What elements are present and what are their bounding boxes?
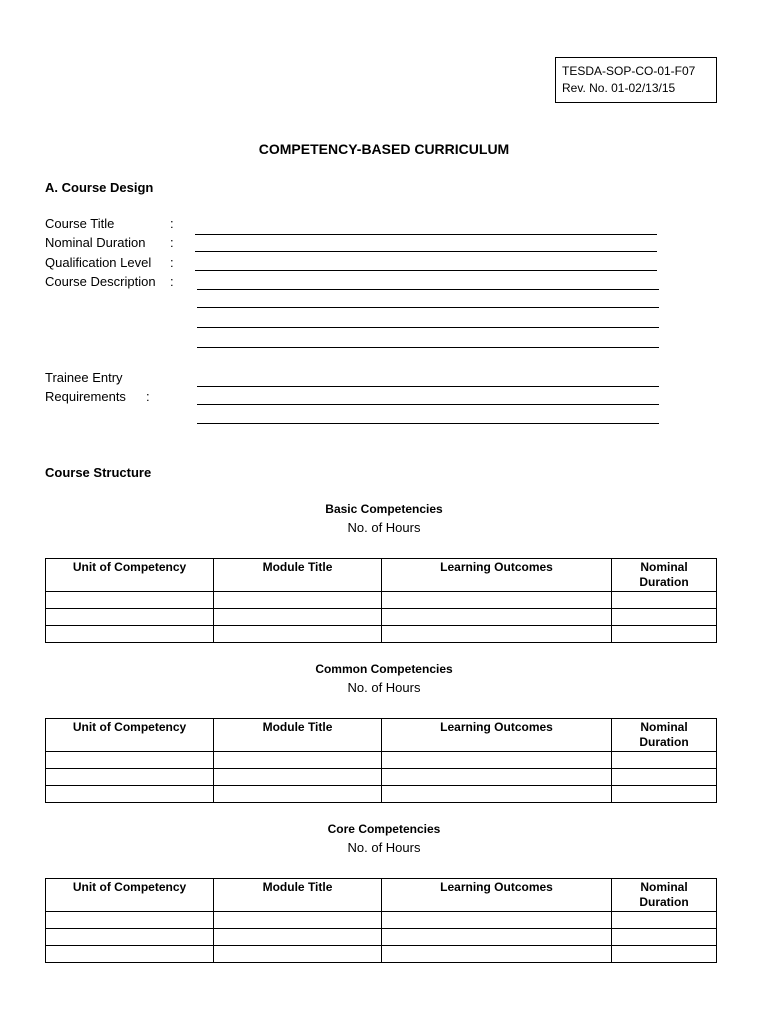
table-cell[interactable] bbox=[612, 769, 717, 786]
table-cell[interactable] bbox=[612, 626, 717, 643]
table-row bbox=[46, 929, 717, 946]
table-cell[interactable] bbox=[46, 752, 214, 769]
table-cell[interactable] bbox=[382, 912, 612, 929]
table-row bbox=[46, 609, 717, 626]
unit-of-competency-header: Unit of Competency bbox=[46, 559, 214, 592]
learning-outcomes-header: Learning Outcomes bbox=[382, 719, 612, 752]
document-reference-box bbox=[555, 57, 717, 103]
common-competencies-table bbox=[45, 718, 717, 803]
table-cell[interactable] bbox=[612, 946, 717, 963]
table-cell[interactable] bbox=[214, 946, 382, 963]
nominal-duration-header: Nominal Duration bbox=[612, 719, 717, 752]
course-structure-heading: Course Structure bbox=[45, 465, 152, 480]
table-cell[interactable] bbox=[612, 929, 717, 946]
core-competencies-title: Core Competencies bbox=[327, 822, 441, 836]
course-description-label: Course Description bbox=[45, 274, 156, 289]
module-title-header: Module Title bbox=[214, 559, 382, 592]
nominal-duration-colon: : bbox=[170, 235, 174, 250]
nominal-duration-label: Nominal Duration bbox=[45, 235, 146, 250]
requirements-colon: : bbox=[146, 389, 150, 404]
course-title-line[interactable] bbox=[195, 234, 657, 235]
table-cell[interactable] bbox=[382, 786, 612, 803]
trainee-requirements-line[interactable] bbox=[197, 404, 659, 405]
nominal-duration-header: Nominal Duration bbox=[612, 559, 717, 592]
table-row bbox=[46, 592, 717, 609]
table-cell[interactable] bbox=[382, 626, 612, 643]
table-cell[interactable] bbox=[382, 769, 612, 786]
table-cell[interactable] bbox=[46, 592, 214, 609]
table-cell[interactable] bbox=[382, 752, 612, 769]
table-header-row bbox=[46, 879, 717, 912]
table-cell[interactable] bbox=[612, 786, 717, 803]
basic-competencies-hours: No. of Hours bbox=[347, 520, 421, 535]
table-cell[interactable] bbox=[46, 769, 214, 786]
table-row bbox=[46, 769, 717, 786]
qualification-level-label: Qualification Level bbox=[45, 255, 152, 270]
course-description-line[interactable] bbox=[197, 347, 659, 348]
table-cell[interactable] bbox=[214, 592, 382, 609]
document-code: TESDA-SOP-CO-01-F07 bbox=[562, 64, 696, 78]
table-cell[interactable] bbox=[382, 929, 612, 946]
requirements-label: Requirements bbox=[45, 389, 126, 404]
nominal-duration-header: Nominal Duration bbox=[612, 879, 717, 912]
course-description-line[interactable] bbox=[197, 307, 659, 308]
table-row bbox=[46, 626, 717, 643]
common-competencies-hours: No. of Hours bbox=[347, 680, 421, 695]
table-cell[interactable] bbox=[382, 609, 612, 626]
trainee-entry-label: Trainee Entry bbox=[45, 370, 123, 385]
table-cell[interactable] bbox=[214, 769, 382, 786]
table-header-row bbox=[46, 719, 717, 752]
module-title-header: Module Title bbox=[214, 719, 382, 752]
table-header-row bbox=[46, 559, 717, 592]
revision-number: Rev. No. 01-02/13/15 bbox=[562, 81, 676, 95]
table-cell[interactable] bbox=[46, 946, 214, 963]
nominal-duration-line[interactable] bbox=[195, 251, 657, 252]
qualification-level-line[interactable] bbox=[195, 270, 657, 271]
qualification-level-colon: : bbox=[170, 255, 174, 270]
core-competencies-table bbox=[45, 878, 717, 963]
core-competencies-hours: No. of Hours bbox=[347, 840, 421, 855]
table-cell[interactable] bbox=[382, 592, 612, 609]
course-title-label: Course Title bbox=[45, 216, 115, 231]
table-cell[interactable] bbox=[612, 609, 717, 626]
table-cell[interactable] bbox=[46, 929, 214, 946]
module-title-header: Module Title bbox=[214, 879, 382, 912]
table-cell[interactable] bbox=[612, 752, 717, 769]
trainee-requirements-line[interactable] bbox=[197, 423, 659, 424]
table-cell[interactable] bbox=[214, 786, 382, 803]
common-competencies-title: Common Competencies bbox=[315, 662, 453, 676]
unit-of-competency-header: Unit of Competency bbox=[46, 879, 214, 912]
trainee-requirements-line[interactable] bbox=[197, 386, 659, 387]
table-row bbox=[46, 786, 717, 803]
page-title: COMPETENCY-BASED CURRICULUM bbox=[258, 141, 510, 157]
basic-competencies-table bbox=[45, 558, 717, 643]
learning-outcomes-header: Learning Outcomes bbox=[382, 559, 612, 592]
table-cell[interactable] bbox=[46, 786, 214, 803]
learning-outcomes-header: Learning Outcomes bbox=[382, 879, 612, 912]
table-cell[interactable] bbox=[46, 912, 214, 929]
table-cell[interactable] bbox=[214, 626, 382, 643]
table-cell[interactable] bbox=[382, 946, 612, 963]
table-cell[interactable] bbox=[214, 752, 382, 769]
table-cell[interactable] bbox=[46, 609, 214, 626]
table-cell[interactable] bbox=[214, 912, 382, 929]
unit-of-competency-header: Unit of Competency bbox=[46, 719, 214, 752]
basic-competencies-title: Basic Competencies bbox=[325, 502, 443, 516]
course-description-colon: : bbox=[170, 274, 174, 289]
table-row bbox=[46, 946, 717, 963]
table-cell[interactable] bbox=[612, 912, 717, 929]
table-cell[interactable] bbox=[46, 626, 214, 643]
table-cell[interactable] bbox=[214, 609, 382, 626]
course-title-colon: : bbox=[170, 216, 174, 231]
table-row bbox=[46, 752, 717, 769]
course-description-line[interactable] bbox=[197, 289, 659, 290]
table-row bbox=[46, 912, 717, 929]
course-description-line[interactable] bbox=[197, 327, 659, 328]
table-cell[interactable] bbox=[214, 929, 382, 946]
table-cell[interactable] bbox=[612, 592, 717, 609]
section-heading-course-design: A. Course Design bbox=[45, 180, 154, 195]
